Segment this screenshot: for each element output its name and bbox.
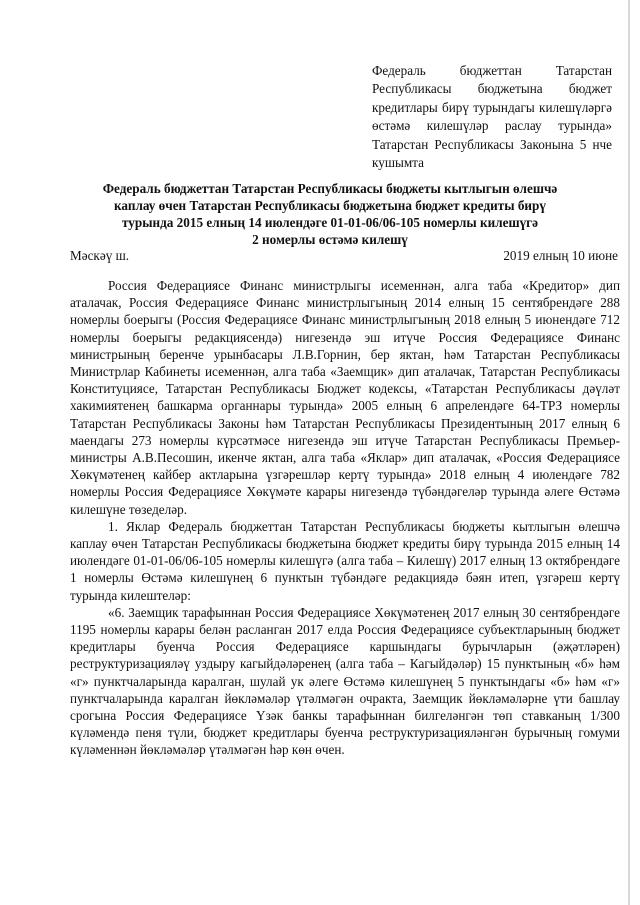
appendix-note: Федераль бюджеттан Татарстан Республикасы бюджетына бюджет кредитлары бирү турындагы килешүләргә өстәмә килешүләр раслау турында» Татарстан Республикасы Законына 5 нче кушымта	[372, 63, 612, 171]
title-line: каплау өчен Татарстан Республикасы бюджетына бюджет кредиты бирү	[114, 198, 546, 213]
agreement-body	[70, 277, 620, 759]
signing-place: Мәскәү ш.	[70, 248, 130, 263]
scan-edge-line	[628, 0, 630, 905]
document-title	[60, 180, 600, 248]
preamble-paragraph: Россия Федерациясе Финанс министрлыгы исеменнән, алга таба «Кредитор» дип аталачак, Россия Федерациясе Финанс министрлыгының 2014 елның 15 сентябрендәге 288 номерлы боерыгы (Россия Федерациясе Финанс министрлыгының 2018 елның 5 июнендәге 712 номерлы боерыгы редакциясендә) нигезендә эш итүче Россия Федерациясе Финанс министрының беренче урынбасары Л.В.Горнин, бер яктан, һәм Татарстан Республикасы Министрлар Кабинеты исеменнән, алга таба «Заемщик» дип аталачак, Татарстан Республикасы Конституциясе, Татарстан Республикасы Бюджет кодексы, «Татарстан Республикасы дәүләт хакимиятенең башкарма органнары турында» 2005 елның 6 апрелендәге 64-ТРЗ номерлы Татарстан Республикасы Законы һәм Татарстан Республикасы Президентының 2017 елның 6 маендагы 273 номерлы күрсәтмәсе нигезендә эш итүче Татарстан Республикасы Премьер-министры А.В.Песошин, икенче яктан, алга таба «Яклар» дип аталачак, «Россия Федерациясе Хөкүмәтенең кайбер актларына үзгәрешләр кертү турында» 2018 елның 4 июлендәге 782 номерлы Россия Федерациясе Хөкүмәте карары нигезендә түбәндәгеләр турында әлеге Өстәмә килешүне төзеделәр.	[70, 278, 620, 517]
clause-paragraph: 1. Яклар Федераль бюджеттан Татарстан Республикасы бюджеты кытлыгын өлешчә каплау өчен Татарстан Республикасы бюджетына бюджет кредиты бирү турында 2015 елның 14 июлендәге 01-01-06/06-105 номерлы килешүгә (алга таба – Килешү) 2017 елның 13 октябрендәге 1 номерлы Өстәмә килешүнең 6 пунктын түбәндәге редакциядә бәян итеп, үзгәреш кертү турында килештеләр:	[70, 518, 620, 603]
quoted-clause-paragraph: «6. Заемщик тарафыннан Россия Федерациясе Хөкүмәтенең 2017 елның 30 сентябрендәге 1195 номерлы карары белән расланган 2017 елда Россия Федерациясе субъектларының бюджет кредитлары буенча Россия Федерациясе каршындагы бурычларын (әҗәтләрен) реструктуризацияләү уздыру кагыйдәләренең (алга таба – Кагыйдәләр) 15 пунктының «б» һәм «г» пунктчаларында каралган, шулай ук әлеге Өстәмә килешүнең 5 пунктындагы «б» һәм «г» пунктчаларында каралган йөкләмәләр үтәлмәгән очракта, Заемщик йөкләмәләрне үти башлау срогына Россия Федерациясе Үзәк банкы тарафыннан билгеләнгән төп ставканың 1/300 күләмендә пеня түли, бюджет кредитлары буенча реструктуризацияләнгән бурычның гомуми күләменнән йөкләмәләр үтәлмәгән һәр көн өчен.	[70, 604, 620, 758]
title-line: 2 номерлы өстәмә килешү	[252, 232, 408, 247]
title-line: Федераль бюджеттан Татарстан Республикасы бюджеты кытлыгын өлешчә	[102, 181, 558, 196]
signing-date: 2019 елның 10 июне	[503, 248, 618, 263]
title-line: турында 2015 елның 14 июлендәге 01-01-06/06-105 номерлы килешүгә	[121, 215, 539, 230]
